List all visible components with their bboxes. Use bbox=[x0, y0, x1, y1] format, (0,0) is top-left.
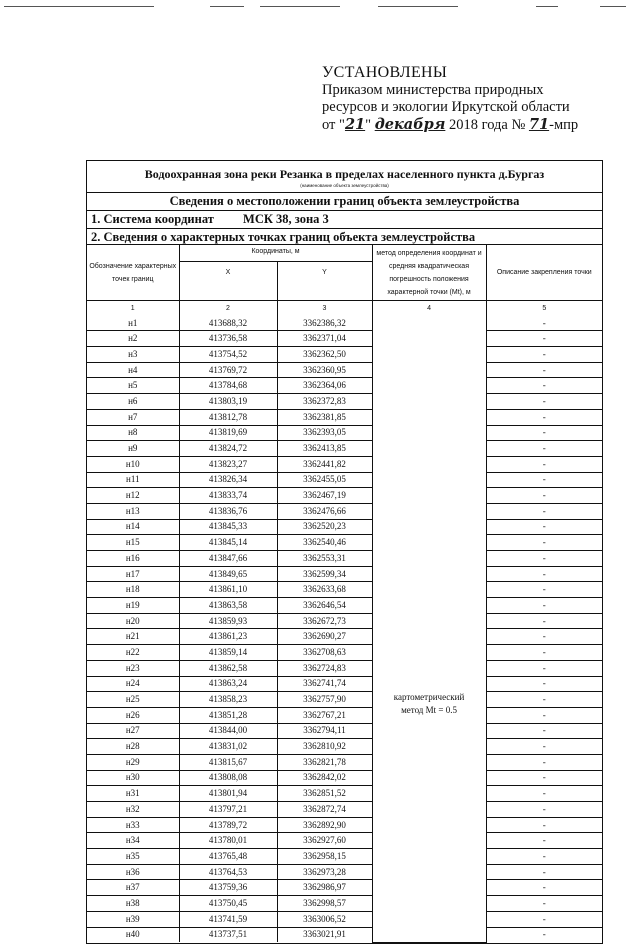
table-row bbox=[87, 503, 602, 519]
table-row bbox=[87, 692, 602, 708]
header-point: Обозначение характерных точек границ bbox=[87, 245, 179, 301]
description-dash: - bbox=[486, 880, 602, 896]
description-dash: - bbox=[486, 676, 602, 692]
table-row bbox=[87, 723, 602, 739]
coord-x: 413784,68 bbox=[179, 378, 277, 394]
coord-x: 413845,33 bbox=[179, 519, 277, 535]
point-name: н40 bbox=[87, 927, 179, 942]
description-dash: - bbox=[486, 535, 602, 551]
point-name: н19 bbox=[87, 598, 179, 614]
table-row bbox=[87, 456, 602, 472]
description-dash: - bbox=[486, 425, 602, 441]
coord-y: 3362476,66 bbox=[277, 503, 372, 519]
coord-y: 3362672,73 bbox=[277, 613, 372, 629]
description-dash: - bbox=[486, 316, 602, 331]
table-row bbox=[87, 849, 602, 865]
table-row bbox=[87, 316, 602, 331]
point-name: н5 bbox=[87, 378, 179, 394]
table-row bbox=[87, 786, 602, 802]
approval-line1: Приказом министерства природных bbox=[322, 82, 544, 98]
point-name: н34 bbox=[87, 833, 179, 849]
coord-y: 3362973,28 bbox=[277, 864, 372, 880]
description-dash: - bbox=[486, 598, 602, 614]
description-dash: - bbox=[486, 472, 602, 488]
table-row bbox=[87, 676, 602, 692]
table-row bbox=[87, 551, 602, 567]
table-row bbox=[87, 645, 602, 661]
table-header-row bbox=[87, 245, 602, 262]
point-name: н4 bbox=[87, 362, 179, 378]
point-name: н21 bbox=[87, 629, 179, 645]
table-row bbox=[87, 833, 602, 849]
point-name: н38 bbox=[87, 896, 179, 912]
coord-x: 413741,59 bbox=[179, 911, 277, 927]
description-dash: - bbox=[486, 551, 602, 567]
approval-year: 2018 года № bbox=[448, 117, 526, 133]
approval-month: декабря bbox=[374, 116, 446, 133]
point-name: н6 bbox=[87, 394, 179, 410]
table-row bbox=[87, 770, 602, 786]
coord-x: 413862,58 bbox=[179, 660, 277, 676]
point-name: н7 bbox=[87, 409, 179, 425]
point-name: н28 bbox=[87, 739, 179, 755]
description-dash: - bbox=[486, 488, 602, 504]
column-number: 5 bbox=[486, 301, 602, 316]
header-y: Y bbox=[277, 262, 372, 301]
point-name: н32 bbox=[87, 802, 179, 818]
scan-artifact bbox=[210, 6, 244, 7]
table-row bbox=[87, 754, 602, 770]
coord-x: 413858,23 bbox=[179, 692, 277, 708]
coord-x: 413819,69 bbox=[179, 425, 277, 441]
coord-y: 3362851,52 bbox=[277, 786, 372, 802]
description-dash: - bbox=[486, 645, 602, 661]
coord-x: 413769,72 bbox=[179, 362, 277, 378]
coord-x: 413836,76 bbox=[179, 503, 277, 519]
description-dash: - bbox=[486, 849, 602, 865]
scan-artifact bbox=[260, 6, 340, 7]
point-name: н8 bbox=[87, 425, 179, 441]
coord-y: 3362553,31 bbox=[277, 551, 372, 567]
coord-y: 3362455,05 bbox=[277, 472, 372, 488]
table-row bbox=[87, 911, 602, 927]
description-dash: - bbox=[486, 723, 602, 739]
coord-x: 413824,72 bbox=[179, 441, 277, 457]
coord-y: 3362690,27 bbox=[277, 629, 372, 645]
table-row bbox=[87, 472, 602, 488]
point-name: н22 bbox=[87, 645, 179, 661]
description-dash: - bbox=[486, 347, 602, 363]
description-dash: - bbox=[486, 362, 602, 378]
coord-y: 3362381,85 bbox=[277, 409, 372, 425]
table-row bbox=[87, 394, 602, 410]
coord-x: 413801,94 bbox=[179, 786, 277, 802]
approval-suffix: -мпр bbox=[549, 117, 579, 133]
approval-heading: УСТАНОВЛЕНЫ bbox=[322, 64, 448, 81]
coord-x: 413765,48 bbox=[179, 849, 277, 865]
scan-artifact bbox=[378, 6, 458, 7]
table-row bbox=[87, 425, 602, 441]
description-dash: - bbox=[486, 519, 602, 535]
description-dash: - bbox=[486, 896, 602, 912]
table-row bbox=[87, 739, 602, 755]
coord-y: 3362362,50 bbox=[277, 347, 372, 363]
coord-x: 413845,14 bbox=[179, 535, 277, 551]
coord-y: 3362393,05 bbox=[277, 425, 372, 441]
table-row bbox=[87, 441, 602, 457]
points-section-title: 2. Сведения о характерных точках границ объекта землеустройства bbox=[87, 229, 602, 245]
coord-x: 413764,53 bbox=[179, 864, 277, 880]
description-dash: - bbox=[486, 817, 602, 833]
scan-artifact bbox=[600, 6, 626, 7]
document-title-note: (наименование объекта землеустройства) bbox=[300, 183, 389, 188]
method-cell bbox=[372, 316, 486, 943]
description-dash: - bbox=[486, 378, 602, 394]
coord-y: 3362958,15 bbox=[277, 849, 372, 865]
description-dash: - bbox=[486, 441, 602, 457]
coord-y: 3362371,04 bbox=[277, 331, 372, 347]
coord-x: 413863,24 bbox=[179, 676, 277, 692]
point-name: н13 bbox=[87, 503, 179, 519]
point-name: н3 bbox=[87, 347, 179, 363]
table-row bbox=[87, 362, 602, 378]
table-row bbox=[87, 802, 602, 818]
coord-y: 3362708,63 bbox=[277, 645, 372, 661]
scan-artifact bbox=[4, 6, 154, 7]
point-name: н1 bbox=[87, 316, 179, 331]
description-dash: - bbox=[486, 692, 602, 708]
coord-x: 413847,66 bbox=[179, 551, 277, 567]
document-title: Водоохранная зона реки Резанка в пределах населенного пункта д.Бургаз bbox=[144, 167, 545, 181]
coord-x: 413859,93 bbox=[179, 613, 277, 629]
table-row bbox=[87, 896, 602, 912]
description-dash: - bbox=[486, 456, 602, 472]
coord-x: 413750,45 bbox=[179, 896, 277, 912]
point-name: н25 bbox=[87, 692, 179, 708]
coord-x: 413861,23 bbox=[179, 629, 277, 645]
coord-y: 3362467,19 bbox=[277, 488, 372, 504]
point-name: н27 bbox=[87, 723, 179, 739]
coord-y: 3362767,21 bbox=[277, 707, 372, 723]
document-title-row bbox=[87, 161, 602, 193]
coord-x: 413861,10 bbox=[179, 582, 277, 598]
point-name: н18 bbox=[87, 582, 179, 598]
table-row bbox=[87, 347, 602, 363]
coord-y: 3362646,54 bbox=[277, 598, 372, 614]
description-dash: - bbox=[486, 409, 602, 425]
column-number: 4 bbox=[372, 301, 486, 316]
point-name: н15 bbox=[87, 535, 179, 551]
description-dash: - bbox=[486, 629, 602, 645]
table-row bbox=[87, 519, 602, 535]
coord-y: 3362757,90 bbox=[277, 692, 372, 708]
description-dash: - bbox=[486, 503, 602, 519]
description-dash: - bbox=[486, 833, 602, 849]
coord-x: 413737,51 bbox=[179, 927, 277, 942]
coord-x: 413789,72 bbox=[179, 817, 277, 833]
approval-day: 21 bbox=[344, 116, 366, 133]
description-dash: - bbox=[486, 911, 602, 927]
coord-y: 3362520,23 bbox=[277, 519, 372, 535]
approval-number: 71 bbox=[528, 116, 550, 133]
coord-y: 3362413,85 bbox=[277, 441, 372, 457]
coord-y: 3362810,92 bbox=[277, 739, 372, 755]
point-name: н17 bbox=[87, 566, 179, 582]
points-table-body bbox=[87, 316, 602, 943]
point-name: н26 bbox=[87, 707, 179, 723]
coordinate-system-label: 1. Система координат bbox=[91, 212, 214, 226]
approval-block bbox=[322, 64, 578, 134]
description-dash: - bbox=[486, 394, 602, 410]
coord-y: 3362360,95 bbox=[277, 362, 372, 378]
point-name: н29 bbox=[87, 754, 179, 770]
point-name: н33 bbox=[87, 817, 179, 833]
point-name: н30 bbox=[87, 770, 179, 786]
description-dash: - bbox=[486, 739, 602, 755]
table-row bbox=[87, 660, 602, 676]
coord-y: 3362892,90 bbox=[277, 817, 372, 833]
point-name: н14 bbox=[87, 519, 179, 535]
point-name: н16 bbox=[87, 551, 179, 567]
coord-y: 3362599,34 bbox=[277, 566, 372, 582]
coord-y: 3362927,60 bbox=[277, 833, 372, 849]
coord-x: 413844,00 bbox=[179, 723, 277, 739]
coord-y: 3362724,83 bbox=[277, 660, 372, 676]
point-name: н2 bbox=[87, 331, 179, 347]
column-number: 2 bbox=[179, 301, 277, 316]
coord-y: 3362633,68 bbox=[277, 582, 372, 598]
point-name: н9 bbox=[87, 441, 179, 457]
approval-prefix: от bbox=[322, 117, 336, 133]
description-dash: - bbox=[486, 707, 602, 723]
point-name: н12 bbox=[87, 488, 179, 504]
description-dash: - bbox=[486, 613, 602, 629]
description-dash: - bbox=[486, 582, 602, 598]
coord-x: 413803,19 bbox=[179, 394, 277, 410]
point-name: н23 bbox=[87, 660, 179, 676]
table-row bbox=[87, 880, 602, 896]
coord-y: 3362794,11 bbox=[277, 723, 372, 739]
method-line2: метод Mt = 0.5 bbox=[401, 704, 457, 715]
description-dash: - bbox=[486, 770, 602, 786]
coord-x: 413833,74 bbox=[179, 488, 277, 504]
coord-y: 3362842,02 bbox=[277, 770, 372, 786]
coord-y: 3362386,32 bbox=[277, 316, 372, 331]
description-dash: - bbox=[486, 786, 602, 802]
coord-x: 413823,27 bbox=[179, 456, 277, 472]
coord-x: 413812,78 bbox=[179, 409, 277, 425]
coord-y: 3362741,74 bbox=[277, 676, 372, 692]
point-name: н39 bbox=[87, 911, 179, 927]
coord-x: 413831,02 bbox=[179, 739, 277, 755]
table-row bbox=[87, 864, 602, 880]
table-row bbox=[87, 927, 602, 942]
header-coords: Координаты, м bbox=[179, 245, 372, 262]
coord-x: 413851,28 bbox=[179, 707, 277, 723]
section-title: Сведения о местоположении границ объекта землеустройства bbox=[87, 193, 602, 211]
coord-x: 413849,65 bbox=[179, 566, 277, 582]
coord-y: 3362540,46 bbox=[277, 535, 372, 551]
coord-x: 413780,01 bbox=[179, 833, 277, 849]
table-row bbox=[87, 707, 602, 723]
points-table bbox=[87, 245, 602, 943]
coord-x: 413815,67 bbox=[179, 754, 277, 770]
coord-y: 3362986,97 bbox=[277, 880, 372, 896]
coordinate-system-value: МСК 38, зона 3 bbox=[243, 212, 329, 226]
coord-x: 413797,21 bbox=[179, 802, 277, 818]
coord-y: 3362998,57 bbox=[277, 896, 372, 912]
coord-y: 3362441,82 bbox=[277, 456, 372, 472]
header-x: X bbox=[179, 262, 277, 301]
table-row bbox=[87, 409, 602, 425]
scan-artifact bbox=[536, 6, 558, 7]
approval-date-line: от "21" декабря 2018 года № 71-мпр bbox=[322, 116, 579, 133]
description-dash: - bbox=[486, 754, 602, 770]
column-number-row bbox=[87, 301, 602, 316]
table-row bbox=[87, 613, 602, 629]
description-dash: - bbox=[486, 331, 602, 347]
table-row bbox=[87, 535, 602, 551]
table-row bbox=[87, 331, 602, 347]
coordinate-system-row bbox=[87, 211, 602, 229]
description-dash: - bbox=[486, 566, 602, 582]
header-description: Описание закрепления точки bbox=[486, 245, 602, 301]
coord-y: 3363021,91 bbox=[277, 927, 372, 942]
point-name: н10 bbox=[87, 456, 179, 472]
coord-y: 3362372,83 bbox=[277, 394, 372, 410]
coord-y: 3362872,74 bbox=[277, 802, 372, 818]
approval-line2: ресурсов и экологии Иркутской области bbox=[322, 99, 570, 115]
point-name: н20 bbox=[87, 613, 179, 629]
method-line1: картометрический bbox=[393, 691, 465, 702]
coord-x: 413688,32 bbox=[179, 316, 277, 331]
coord-y: 3362364,06 bbox=[277, 378, 372, 394]
coord-x: 413808,08 bbox=[179, 770, 277, 786]
table-row bbox=[87, 566, 602, 582]
point-name: н36 bbox=[87, 864, 179, 880]
coord-x: 413736,58 bbox=[179, 331, 277, 347]
point-name: н37 bbox=[87, 880, 179, 896]
boundary-document-table bbox=[86, 160, 603, 944]
table-row bbox=[87, 582, 602, 598]
table-row bbox=[87, 629, 602, 645]
coord-y: 3362821,78 bbox=[277, 754, 372, 770]
header-method: метод определения координат и средняя квадратическая погрешность положения характерной точки (Mt), м bbox=[372, 245, 486, 301]
point-name: н35 bbox=[87, 849, 179, 865]
table-row bbox=[87, 378, 602, 394]
coord-x: 413759,36 bbox=[179, 880, 277, 896]
coord-x: 413826,34 bbox=[179, 472, 277, 488]
description-dash: - bbox=[486, 660, 602, 676]
description-dash: - bbox=[486, 927, 602, 942]
table-row bbox=[87, 488, 602, 504]
description-dash: - bbox=[486, 802, 602, 818]
coord-y: 3363006,52 bbox=[277, 911, 372, 927]
point-name: н31 bbox=[87, 786, 179, 802]
coord-x: 413754,52 bbox=[179, 347, 277, 363]
coord-x: 413863,58 bbox=[179, 598, 277, 614]
column-number: 3 bbox=[277, 301, 372, 316]
description-dash: - bbox=[486, 864, 602, 880]
table-row bbox=[87, 598, 602, 614]
point-name: н24 bbox=[87, 676, 179, 692]
table-row bbox=[87, 817, 602, 833]
coord-x: 413859,14 bbox=[179, 645, 277, 661]
column-number: 1 bbox=[87, 301, 179, 316]
point-name: н11 bbox=[87, 472, 179, 488]
